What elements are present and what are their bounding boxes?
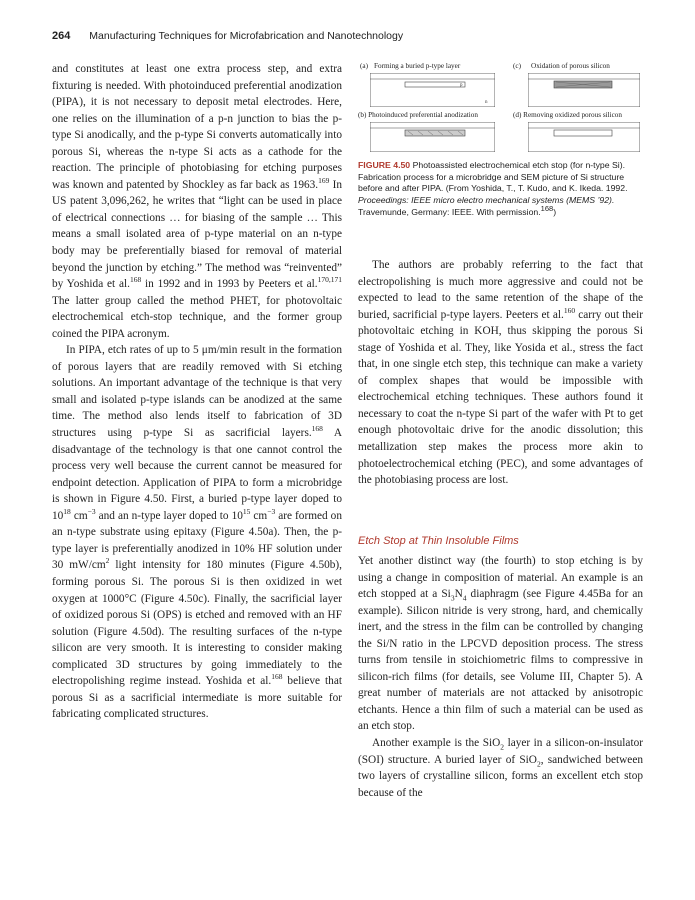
layer-label-n: n [485,100,488,105]
figure-4-50 [358,60,643,155]
panel-d-title: (d) Removing oxidized porous silicon [513,111,622,119]
running-header [52,30,643,50]
panel-a-title: Forming a buried p-type layer [374,62,461,70]
caption-label: FIGURE 4.50 [358,160,411,170]
panel-c-diagram [528,73,640,107]
page-number: 264 [52,30,71,42]
panel-c-label: (c) [513,62,521,70]
right-column-bottom [358,553,643,801]
panel-b-title: (b) Photoinduced preferential anodization [358,111,478,119]
section-heading: Etch Stop at Thin Insoluble Films [358,535,519,547]
figure-caption: FIGURE 4.50 Photoassisted electrochemical etch stop (for n-type Si). Fabrication process for a microbridge and SEM picture of Si structure before and after PIPA. (From Yoshida, T., T. Kudo, and K. Ikeda. 1992. Proceedings: IEEE micro electro mechanical systems (MEMS ’92). Travemunde, Germany: IEEE. With permission.$^{168}$) [358,160,628,217]
panel-b-diagram [370,122,495,152]
panel-d-diagram [528,122,640,152]
paragraph: The authors are probably referring to the fact that electropolishing is much more aggressive and could not be expected to lead to the same retention of the shape of the buried, sacrificial p-type layers. Peeters et al.$^{160}$ carry out their photovoltaic etching in KOH, thus skipping the porous Si stage of Yoshida et al. They, like Yosida et al., stress the fact that, in one single etch step, this technique can make a variety of complex shapes that would be impossible with electrochemical etching techniques. These authors found it necessary to coat the n-type Si part of the wafer with Pt to get enough photovoltaic drive for the anodic dissolution; this metallization step makes the process more akin to photoelectrochemical etching (PEC), and some advantages of the photobiasing process are lost. [358,259,643,487]
panel-c-title: Oxidation of porous silicon [531,62,610,70]
panel-a-label: (a) [360,62,368,70]
paragraph: Yet another distinct way (the fourth) to stop etching is by using a change in composition of material. An example is an etch stopped at a $Si_3N_4$ diaphragm (see Figure 4.45Ba for an example). Silicon nitride is very strong, hard, and chemically inert, and the stress in the film can be controlled by changing the Si/N ratio in the LPCVD deposition process. The stress turns from tensile in stoichiometric films to compressive in silicon-rich films (for details, see Volume III, Chapter 5). A great number of materials are not attacked by anisotropic etchants. Hence a thin film of such a material can be used as an etch stop. [358,555,644,733]
running-title: Manufacturing Techniques for Microfabrication and Nanotechnology [89,30,404,42]
panel-a-diagram [370,73,495,107]
layer-label-p: p [460,83,463,88]
paragraph: and constitutes at least one extra process step, and extra fixturing is needed. With photoinduced preferential anodization (PIPA), it is not necessary to deposit metal electrodes. Here, one relies on the illumination of a p-n junction to bias the p-type Si anodically, and the p-type Si converts automatically into porous Si, whereas the n-type Si acts as a cathode for the reaction. The principle of photobiasing for etching purposes was known and patented by Shockley as far back as 1963.$^{169}$ In US patent 3,096,262, he writes that “light can be used in place of electrical connections … for biasing of the sample … This means a small isolated area of p-type material on an n-type body may be preferentially biased for removal of material beyond the junction by etching.” The method was “reinvented” by Yoshida et al.$^{168}$ in 1992 and in 1993 by Peeters et al.$^{170,171}$ The latter group called the method PHET, for photovoltaic electrochemical etch-stop technique, and the former group coined the PIPA acronym. [52,63,342,340]
paragraph: In PIPA, etch rates of up to 5 μm/min result in the formation of porous layers that are readily removed with Si etching solutions. An important advantage of the technique is that very small and isolated p-type islands can be anodized at the same time. The method also lends itself to fabrication of 3D structures using p-type Si as sacrificial layers.$^{168}$ A disadvantage of the technology is that one cannot control the process very well because the current cannot be measured for endpoint detection. Application of PIPA to form a microbridge is shown in Figure 4.50. First, a buried p-type layer doped to $10^{18}$ $cm^{-3}$ and an n-type layer doped to $10^{15}$ $cm^{-3}$ are formed on an n-type substrate using epitaxy (Figure 4.50a). Then, the p-type layer is preferentially anodized in 10% HF solution under 30 $mW/cm^2$ light intensity for 180 minutes (Figure 4.50b), forming porous Si. The porous Si is then oxidized in wet oxygen at 1000°C (Figure 4.50c). Finally, the sacrificial layer of oxidized porous Si (OPS) is etched and removed with an HF solution (Figure 4.50d). The resulting surfaces of the n-type silicon are very smooth. It is interesting to consider making complicated 3D structures by going immediately to the electropolishing regime instead. Yoshida et al.$^{168}$ believe that porous Si as a sacrificial intermediate is more suitable for fabricating complicated structures. [52,344,343,721]
left-column [52,61,342,723]
right-column-top [358,257,643,489]
paragraph: Another example is the SiO$_2$ layer in a silicon-on-insulator (SOI) structure. A buried layer of SiO$_2$, sandwiched between two layers of crystalline silicon, forms an excellent etch stop because of the [358,737,643,799]
